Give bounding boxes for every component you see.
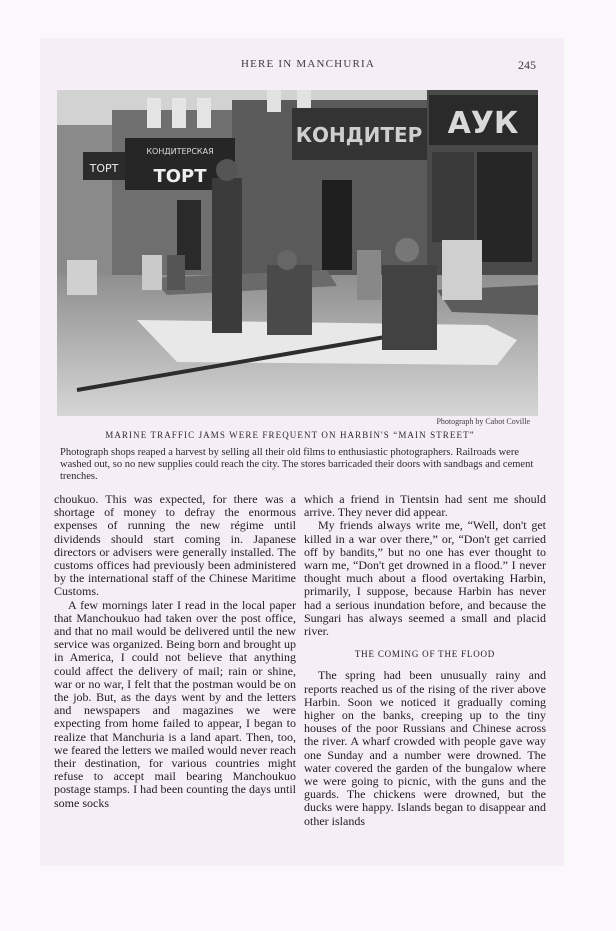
section-heading: THE COMING OF THE FLOOD (354, 649, 496, 660)
caption-body: Photograph shops reaped a harvest by selling all their old films to enthusiastic photographers. Railroads were washed out, so no new supplies could reach the city. The stores barricaded their doors with sandbags and cement trenches. (60, 447, 534, 482)
sign-left-big: ТОРТ (153, 166, 207, 187)
page-number: 245 (518, 58, 536, 72)
right-paragraph-2: My friends always write me, “Well, don't get killed in a war over there,” or, “Don't get carried off by bandits,” but no one has ever thought to warn me, “Don't get drowned in a flood.” I never thought much about a flood overtaking Harbin, primarily, I suppose, because Harbin has never had a serious inundation before, and because the Sungari has always seemed a small and placid river. (304, 518, 546, 639)
left-paragraph-2: A few mornings later I read in the local paper that Manchoukuo had taken over the post office, and that no mail would be delivered until the new service was organized. Being born and brought up in America, I could not believe that anything could affect the delivery of mail; rain or shine, war or no war, I felt that the postman would be on the job. But, as the days went by and the letters and newspapers and magazines we were expecting from home failed to appear, I began to realize that Manchuria is a land apart. Then, too, we feared the letters we mailed would never reach their destination, for various countries might refuse to accept mail bearing Manchoukuo postage stamps. I had been counting the days until some socks (54, 597, 296, 810)
sign-left-top: КОНДИТЕРСКАЯ (146, 147, 214, 156)
right-paragraph-3: The spring had been unusually rainy and reports reached us of the rising of the river above Harbin. Soon we noticed it gradually coming higher on the banks, creeping up to the tiny houses of the poor Russians and Chinese across the river. A wharf crowded with people gave way one Sunday and a number were drowned. The water covered the garden of the bungalow where we were going to picnic, with the guns and the guards. The chickens were drowned, but the ducks were happy. Islands began to disappear and other islands (304, 668, 546, 828)
photo-credit: Photograph by Cabot Coville (436, 417, 530, 426)
running-title: HERE IN MANCHURIA (240, 58, 376, 70)
right-column (304, 493, 546, 828)
sign-center: КОНДИТЕР (295, 123, 423, 147)
flood-photograph (57, 90, 538, 416)
left-paragraph-1: choukuo. This was expected, for there was a shortage of money to defray the enormous expenses of running the new régime until dividends should start coming in. Japanese directors or advisers were generally installed. The customs offices had previously been administered by the international staff of the Chinese Maritime Customs. (54, 492, 296, 599)
sign-left-small: ТОРТ (89, 162, 119, 175)
caption-title: MARINE TRAFFIC JAMS WERE FREQUENT ON HARBIN'S “MAIN STREET” (105, 430, 475, 440)
running-header (0, 58, 616, 78)
left-column (54, 493, 296, 810)
right-paragraph-1: which a friend in Tientsin had sent me should arrive. They never did appear. (304, 492, 546, 520)
sign-right: АУК (447, 106, 519, 141)
